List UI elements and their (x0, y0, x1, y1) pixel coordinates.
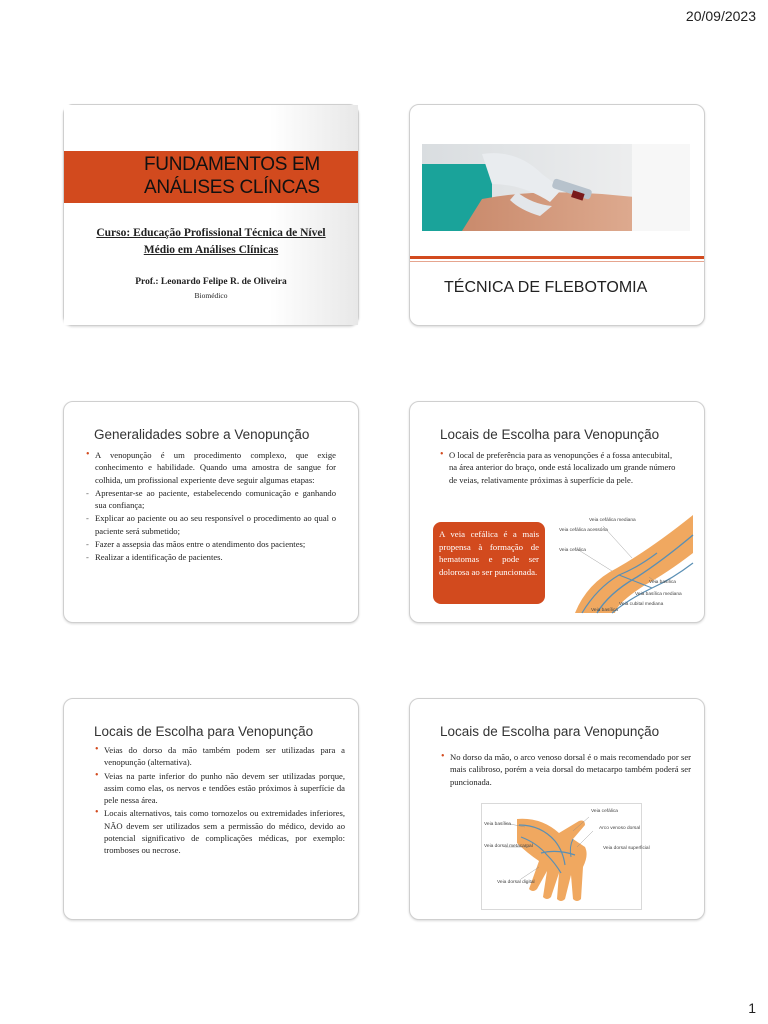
slide-4-list (440, 449, 680, 487)
slide-3-list (86, 449, 336, 565)
list-item: - Apresentar-se ao paciente, estabelecendo comunicação e ganhando sua confiança; (86, 487, 336, 512)
hand-label-5: Veia dorsal superficial (603, 846, 650, 851)
list-item: - Explicar ao paciente ou ao seu responsível o procedimento ao qual o paciente será submetido; (86, 512, 336, 537)
heading-line-1: FUNDAMENTOS EM (144, 154, 320, 175)
arm-label-4: Veia basílica (649, 580, 676, 585)
accent-line-thin (410, 261, 704, 262)
course-line-1: Curso: Educação Profissional Técnica de Nível (96, 227, 326, 239)
hand-label-1: Veia cefálica (591, 809, 618, 814)
list-item: • Veias do dorso da mão também podem ser utilizadas para a venopunção (alternativa). (95, 744, 345, 769)
slide-2-heading: TÉCNICA DE FLEBOTOMIA (444, 279, 648, 296)
heading-line-2: ANÁLISES CLÍNCAS (144, 177, 320, 198)
hand-label-6: Veia dorsal digital (497, 880, 535, 885)
arm-label-3: Veia cefálica (559, 548, 586, 553)
slide-1-title (63, 104, 359, 326)
slide-6-choice-sites (409, 698, 705, 920)
hand-veins-diagram (481, 803, 650, 910)
list-item: • Locais alternativos, tais como tornozelos ou extremidades inferiores, NÃO devem ser utilizados sem a permissão do médico, devido ao potencial significativo de complicações médicas, por exemplo: tromboses ou necrose. (95, 807, 345, 856)
slide-1-heading (144, 153, 354, 199)
list-item: - Realizar a identificação de pacientes. (86, 551, 336, 563)
accent-line (410, 256, 704, 259)
slide-4-choice-sites (409, 401, 705, 623)
venipuncture-photo (422, 144, 690, 231)
list-item: • Veias na parte inferior do punho não devem ser utilizadas porque, assim como elas, os nervos e tendões estão próximos à superfície da pele nessa área. (95, 770, 345, 807)
slide-5-choice-sites (63, 698, 359, 920)
arm-label-2: Veia cefálica acessória (559, 528, 608, 533)
page-number: 1 (748, 1000, 756, 1016)
list-item: - Fazer a assepsia das mãos entre o atendimento dos pacientes; (86, 538, 336, 550)
list-item: • O local de preferência para as venopunções é a fossa antecubital, na área anterior do braço, onde está localizado um grande número de veias, relativamente próximas à superfície da pele. (440, 449, 680, 486)
arm-label-1: Veia cefálica mediana (589, 518, 636, 523)
cephalic-vein-callout: A veia cefálica é a mais propensa à formação de hematomas e pode ser dolorosa ao ser puncionada. (433, 522, 545, 604)
arm-veins-diagram (557, 513, 693, 613)
arm-label-7: Veia basílica (591, 608, 618, 613)
hand-label-3: Arco venoso dorsal (599, 826, 641, 831)
slide-3-heading: Generalidades sobre a Venopunção (94, 427, 310, 442)
slide-5-heading: Locais de Escolha para Venopunção (94, 724, 314, 739)
hand-label-4: Veia dorsal metacarpal (484, 844, 533, 849)
slide-6-list (441, 751, 691, 789)
arm-label-5: Veia basílica mediana (635, 592, 682, 597)
arm-label-6: Veia cubital mediana (619, 602, 664, 607)
professor-role: Biomédico (194, 291, 228, 300)
professor-name: Prof.: Leonardo Felipe R. de Oliveira (135, 277, 287, 287)
slide-6-heading: Locais de Escolha para Venopunção (440, 724, 660, 739)
list-item: • A venopunção é um procedimento complexo, que exige conhecimento e habilidade. Quando uma amostra de sangue for colhida, um profissional experiente deve seguir algumas etapas: (86, 449, 336, 486)
slide-3-generalities (63, 401, 359, 623)
slide-2-technique (409, 104, 705, 326)
course-line-2: Médio em Análises Clínicas (143, 244, 279, 256)
course-name (74, 225, 348, 259)
hand-label-2: Veia basílica (484, 822, 511, 827)
slide-5-list (95, 744, 345, 858)
print-date: 20/09/2023 (685, 8, 756, 24)
list-item: • No dorso da mão, o arco venoso dorsal é o mais recomendado por ser mais calibroso, porém a veia dorsal do metacarpo também poderá ser puncionada. (441, 751, 691, 788)
slide-4-heading: Locais de Escolha para Venopunção (440, 427, 660, 442)
